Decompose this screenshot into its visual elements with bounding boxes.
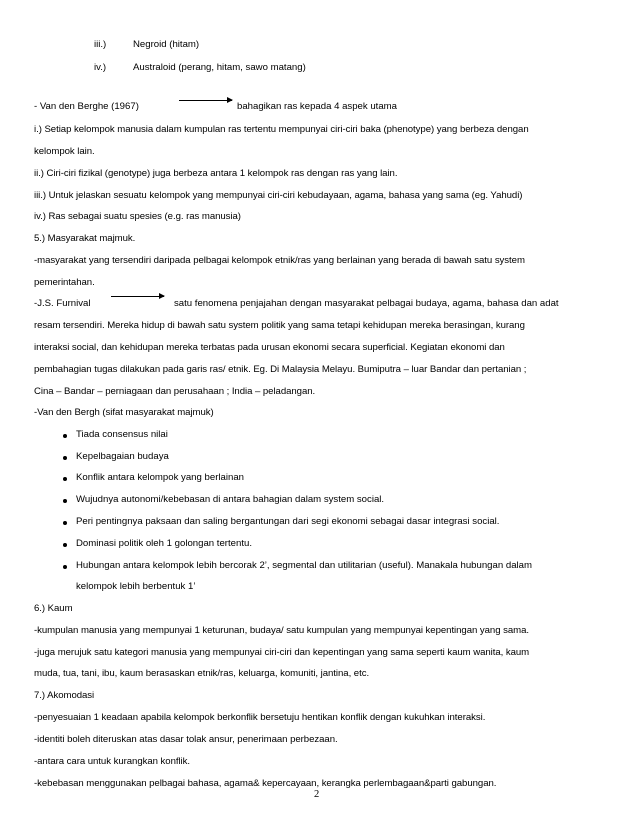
bullet-item: Hubungan antara kelompok lebih bercorak 2’, segmental dan utilitarian (useful). Manakala hubungan dalam bbox=[76, 560, 532, 571]
aspek-line: i.) Setiap kelompok manusia dalam kumpulan ras tertentu mempunyai ciri-ciri baka (phenotype) yang berbeza dengan bbox=[34, 124, 529, 135]
furnival-label: -J.S. Furnival bbox=[34, 298, 91, 309]
aspek-line: ii.) Ciri-ciri fizikal (genotype) juga berbeza antara 1 kelompok ras dengan ras yang lain. bbox=[34, 168, 398, 179]
bullet-item: Kepelbagaian budaya bbox=[76, 451, 169, 462]
race-text: Negroid (hitam) bbox=[133, 39, 200, 50]
section-heading: -Van den Bergh (sifat masyarakat majmuk) bbox=[34, 407, 214, 418]
bullet-item: Dominasi politik oleh 1 golongan tertentu. bbox=[76, 538, 252, 549]
bullet-icon bbox=[63, 565, 67, 569]
section-heading: 5.) Masyarakat majmuk. bbox=[34, 233, 136, 244]
van-den-berghe-desc: bahagikan ras kepada 4 aspek utama bbox=[237, 101, 398, 112]
bullet-icon bbox=[63, 499, 67, 503]
bullet-icon bbox=[63, 434, 67, 438]
aspek-line: iii.) Untuk jelaskan sesuatu kelompok yang mempunyai ciri-ciri kebudayaan, agama, bahasa yang sama (eg. Yahudi) bbox=[34, 190, 523, 201]
akomodasi-line: -penyesuaian 1 keadaan apabila kelompok berkonflik bersetuju hentikan konflik dengan kukuhkan interaksi. bbox=[34, 712, 486, 723]
race-text: Australoid (perang, hitam, sawo matang) bbox=[133, 62, 306, 73]
bullet-item: Tiada consensus nilai bbox=[76, 429, 168, 440]
bullet-icon bbox=[63, 521, 67, 525]
bullet-item: Wujudnya autonomi/kebebasan di antara bahagian dalam system social. bbox=[76, 494, 385, 505]
kaum-line: muda, tua, tani, ibu, kaum berasaskan etnik/ras, keluarga, komuniti, jantina, etc. bbox=[34, 668, 370, 679]
bullet-item: Konflik antara kelompok yang berlainan bbox=[76, 472, 244, 483]
aspek-line: iv.) Ras sebagai suatu spesies (e.g. ras manusia) bbox=[34, 211, 241, 222]
bullet-icon bbox=[63, 543, 67, 547]
section-heading: 6.) Kaum bbox=[34, 603, 73, 614]
race-number: iv.) bbox=[94, 62, 107, 73]
akomodasi-line: -antara cara untuk kurangkan konflik. bbox=[34, 756, 191, 767]
definition-line: -masyarakat yang tersendiri daripada pelbagai kelompok etnik/ras yang berlainan yang berada di bawah satu system bbox=[34, 255, 525, 266]
kaum-line: -kumpulan manusia yang mempunyai 1 keturunan, budaya/ satu kumpulan yang mempunyai kepentingan yang sama. bbox=[34, 625, 529, 636]
race-number: iii.) bbox=[94, 39, 107, 50]
akomodasi-line: -identiti boleh diteruskan atas dasar tolak ansur, penerimaan perbezaan. bbox=[34, 734, 338, 745]
kaum-line: -juga merujuk satu kategori manusia yang mempunyai ciri-ciri dan kepentingan yang sama seperti kaum wanita, kaum bbox=[34, 647, 530, 658]
right-arrow-icon bbox=[111, 296, 164, 297]
bullet-item: Peri pentingnya paksaan dan saling bergantungan dari segi ekonomi sebagai dasar integrasi social. bbox=[76, 516, 500, 527]
furnival-line: Cina – Bandar – perniagaan dan perusahaan ; India – peladangan. bbox=[34, 386, 316, 397]
furnival-line: resam tersendiri. Mereka hidup di bawah satu system politik yang sama tetapi kehidupan mereka berasingan, kurang bbox=[34, 320, 525, 331]
bullet-icon bbox=[63, 456, 67, 460]
aspek-line: kelompok lain. bbox=[34, 146, 95, 157]
van-den-berghe-label: - Van den Berghe (1967) bbox=[34, 101, 139, 112]
definition-line: pemerintahan. bbox=[34, 277, 95, 288]
right-arrow-icon bbox=[179, 100, 232, 101]
furnival-line: pembahagian tugas dilakukan pada garis ras/ etnik. Eg. Di Malaysia Melayu. Bumiputra – luar Bandar dan pertanian ; bbox=[34, 364, 527, 375]
bullet-continuation: kelompok lebih berbentuk 1’ bbox=[76, 581, 196, 592]
page-number: 2 bbox=[314, 789, 320, 800]
bullet-icon bbox=[63, 477, 67, 481]
furnival-line: interaksi social, dan kehidupan mereka terbatas pada urusan ekonomi secara superficial. Kegiatan ekonomi dan bbox=[34, 342, 505, 353]
furnival-desc: satu fenomena penjajahan dengan masyarakat pelbagai budaya, agama, bahasa dan adat bbox=[174, 298, 559, 309]
akomodasi-line: -kebebasan menggunakan pelbagai bahasa, agama& kepercayaan, kerangka perlembagaan&parti gabungan. bbox=[34, 778, 497, 789]
section-heading: 7.) Akomodasi bbox=[34, 690, 95, 701]
